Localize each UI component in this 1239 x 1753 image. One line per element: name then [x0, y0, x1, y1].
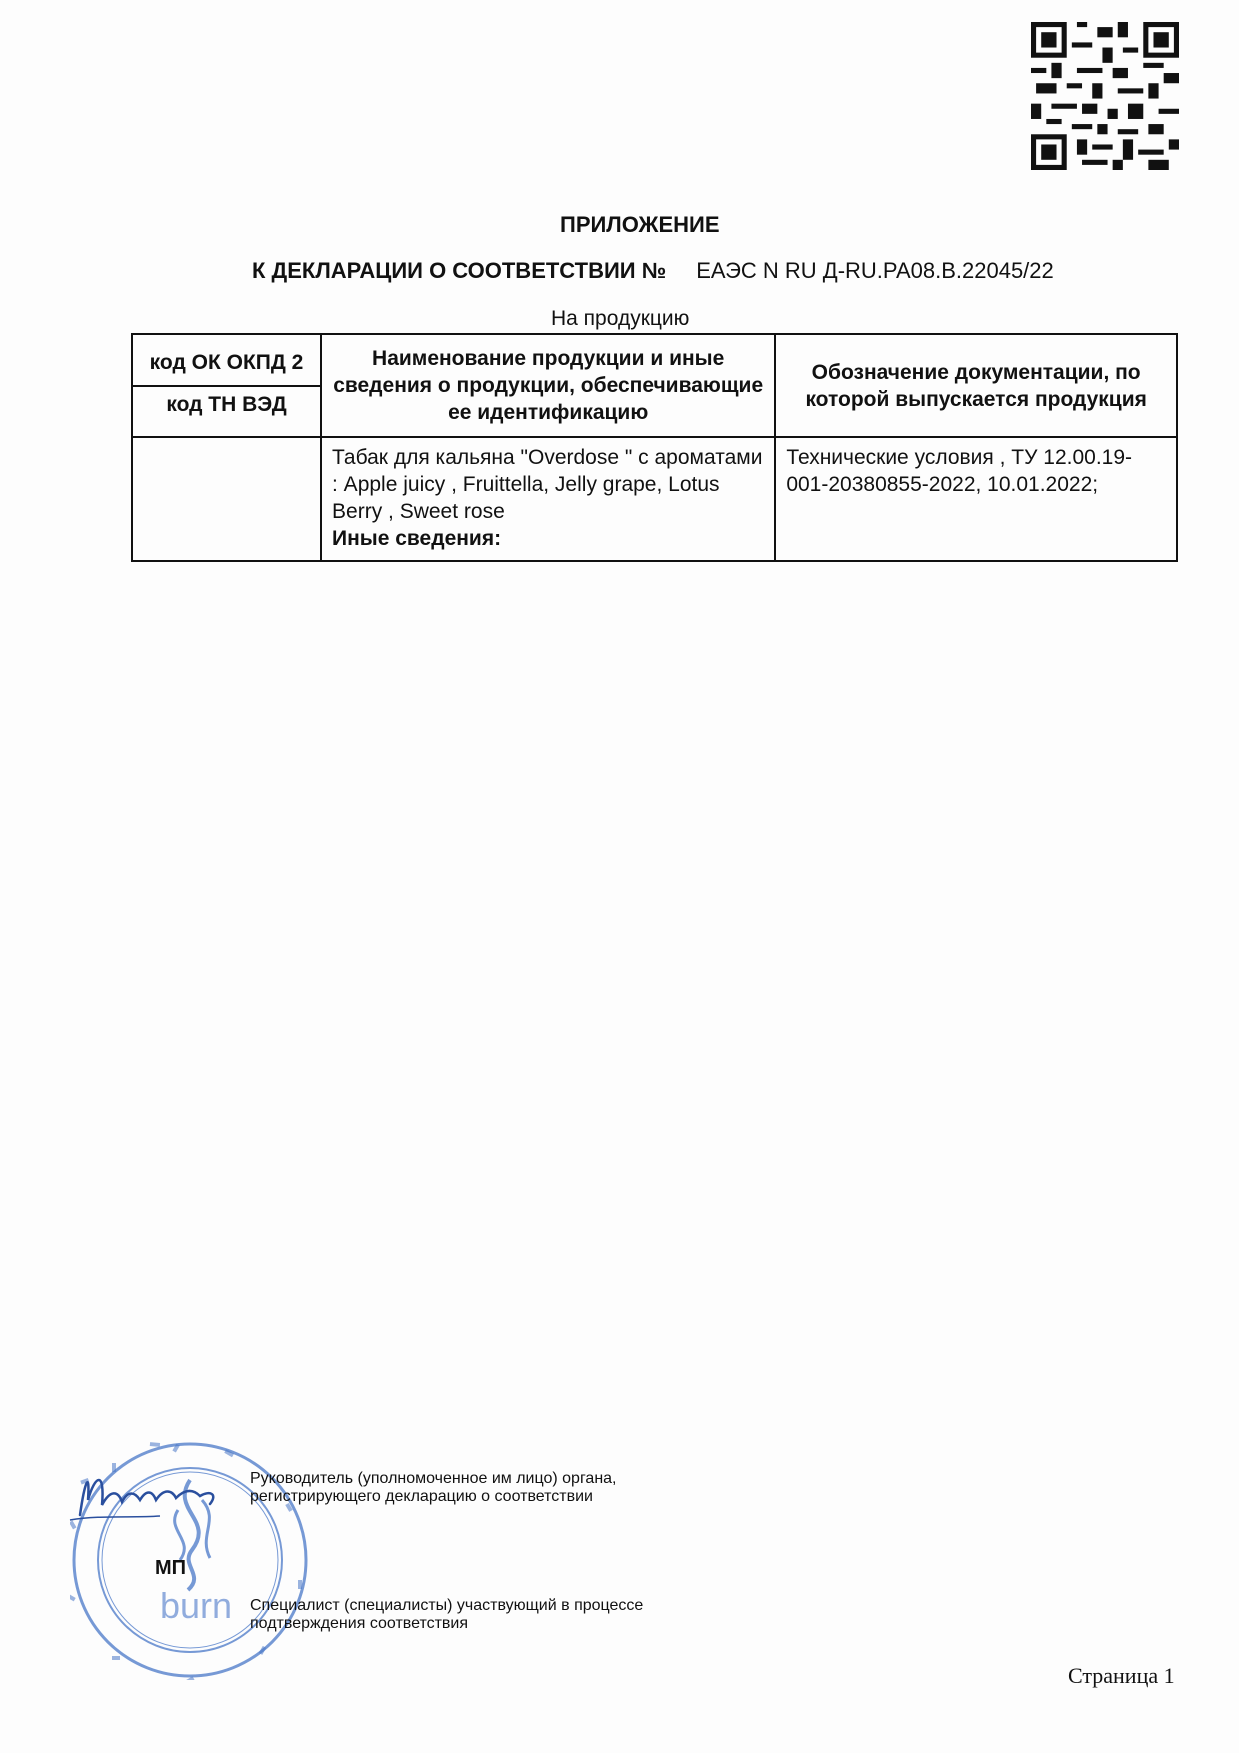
header-okpd-code: код ОК ОКПД 2 — [132, 334, 321, 386]
document-subtitle: На продукцию — [551, 307, 690, 330]
cell-product — [321, 437, 775, 561]
declaration-number: ЕАЭС N RU Д-RU.PA08.B.22045/22 — [696, 258, 1054, 283]
cell-documentation: Технические условия , ТУ 12.00.19-001-20380855-2022, 10.01.2022; — [775, 437, 1177, 561]
table-row — [132, 437, 1177, 561]
head-signature-label: Руководитель (уполномоченное им лицо) органа, регистрирующего декларацию о соответствии — [250, 1470, 617, 1505]
header-documentation: Обозначение документации, по которой выпускается продукция — [775, 334, 1177, 437]
signature — [60, 1460, 230, 1530]
specialist-signature-label: Специалист (специалисты) участвующий в процессе подтверждения соответствия — [250, 1597, 644, 1632]
product-description: Табак для кальяна "Overdose " с ароматами : Apple juicy , Fruittella, Jelly grape, Lotus Berry , Sweet rose — [332, 446, 763, 523]
document-title: ПРИЛОЖЕНИЕ — [560, 212, 720, 237]
stamp-logo: burn — [160, 1585, 233, 1626]
declaration-line — [252, 258, 1054, 284]
page-number: Страница 1 — [1068, 1663, 1175, 1688]
qr-code — [1031, 22, 1179, 170]
header-tnved-code: код ТН ВЭД — [132, 386, 321, 438]
stamp-mark-label: МП — [155, 1557, 187, 1579]
cell-code — [132, 437, 321, 561]
other-info-label: Иные сведения: — [332, 527, 502, 550]
declaration-label: К ДЕКЛАРАЦИИ О СООТВЕТСТВИИ № — [252, 258, 667, 283]
header-product-name: Наименование продукции и иные сведения о продукции, обеспечивающие ее идентификацию — [321, 334, 775, 437]
product-table — [131, 333, 1178, 562]
